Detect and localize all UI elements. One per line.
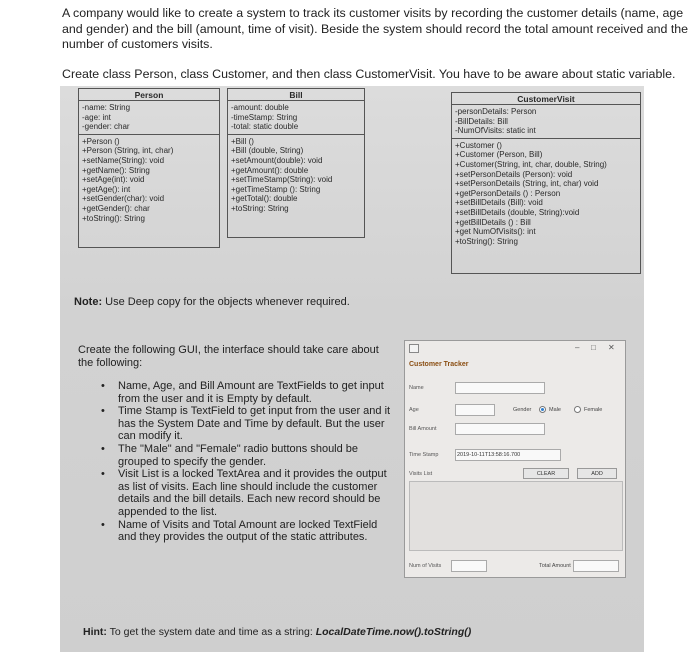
uml-method: +setAmount(double): void xyxy=(231,155,323,165)
uml-method: +getName(): String xyxy=(82,165,150,175)
window-app-title: Customer Tracker xyxy=(409,361,469,368)
gui-task-intro: Create the following GUI, the interface should take care about the following: xyxy=(78,344,379,370)
gui-task-bullets xyxy=(98,380,394,544)
time-stamp-label: Time Stamp xyxy=(409,452,439,458)
visits-list-textarea[interactable] xyxy=(409,481,623,551)
uml-method: +Bill (double, String) xyxy=(231,146,304,156)
total-amount-label: Total Amount xyxy=(539,563,571,569)
hint-code: LocalDateTime.now().toString() xyxy=(315,626,472,638)
uml-method: +Customer(String, int, char, double, String) xyxy=(455,159,607,169)
uml-customer-visit-methods xyxy=(452,139,640,249)
hint-text: To get the system date and time as a string: xyxy=(109,626,313,638)
total-amount-field xyxy=(573,560,619,572)
hint-label: Hint: xyxy=(83,626,107,638)
uml-method: +setName(String): void xyxy=(82,155,165,165)
uml-person xyxy=(78,88,220,248)
uml-method: +getTimeStamp (): String xyxy=(231,184,321,194)
uml-method: +toString(): String xyxy=(82,213,145,223)
name-label: Name xyxy=(409,385,424,391)
app-icon xyxy=(409,344,419,353)
female-label: Female xyxy=(584,407,603,413)
visits-list-label: Visits List xyxy=(409,471,433,477)
name-field[interactable] xyxy=(455,382,545,394)
uml-method: +Bill () xyxy=(231,136,254,146)
num-visits-field xyxy=(451,560,487,572)
bullet-item: • Time Stamp is TextField to get input from the user and it has the System Date and Time by default. But the user can modify it. xyxy=(98,405,394,443)
uml-bill-methods xyxy=(228,135,364,216)
uml-method: +getBillDetails () : Bill xyxy=(455,217,531,227)
uml-method: +getGender(): char xyxy=(82,203,150,213)
uml-field: -total: static double xyxy=(231,122,299,132)
close-icon[interactable]: ✕ xyxy=(608,343,615,352)
age-field[interactable] xyxy=(455,404,495,416)
uml-customer-visit-fields xyxy=(452,105,640,139)
clear-button[interactable]: CLEAR xyxy=(523,468,569,479)
uml-method: +getAge(): int xyxy=(82,184,131,194)
gender-label: Gender xyxy=(513,407,532,413)
num-visits-label: Num of Visits xyxy=(409,563,442,569)
uml-field: -NumOfVisits: static int xyxy=(455,126,536,136)
female-radio[interactable] xyxy=(574,406,581,413)
uml-person-title: Person xyxy=(79,89,219,101)
age-label: Age xyxy=(409,407,419,413)
uml-person-fields xyxy=(79,101,219,135)
uml-method: +setBillDetails (double, String):void xyxy=(455,207,580,217)
uml-method: +setPersonDetails (String, int, char) void xyxy=(455,179,599,189)
uml-method: +setGender(char): void xyxy=(82,194,165,204)
uml-method: +setPersonDetails (Person): void xyxy=(455,169,573,179)
uml-bill-fields xyxy=(228,101,364,135)
add-button[interactable]: ADD xyxy=(577,468,617,479)
uml-method: +setTimeStamp(String): void xyxy=(231,175,333,185)
uml-method: +get NumOfVisits(): int xyxy=(455,227,536,237)
uml-field: -timeStamp: String xyxy=(231,112,298,122)
uml-person-methods xyxy=(79,135,219,225)
maximize-icon[interactable]: □ xyxy=(591,343,596,352)
uml-customer-visit-title: CustomerVisit xyxy=(452,93,640,105)
uml-method: +toString(): String xyxy=(455,236,518,246)
bullet-item: • Visit List is a locked TextArea and it provides the output as list of visits. Each line should include the customer details and the bill details. Each new record should be appended to the list. xyxy=(98,468,394,518)
bullet-item: • Name, Age, and Bill Amount are TextFields to get input from the user and it is Empty by default. xyxy=(98,380,394,405)
uml-customer-visit xyxy=(451,92,641,274)
bullet-item: • Name of Visits and Total Amount are locked TextField and they provides the output of the static attributes. xyxy=(98,519,394,544)
create-classes-line: Create class Person, class Customer, and then class CustomerVisit. You have to be aware about static variable. xyxy=(62,67,676,81)
hint xyxy=(83,626,471,638)
note-label: Note: xyxy=(74,296,103,308)
uml-method: +Customer () xyxy=(455,140,502,150)
window-title-bar xyxy=(405,341,625,357)
note-text: Use Deep copy for the objects whenever required. xyxy=(105,296,350,308)
time-stamp-value: 2019-10-11T13:58:16.700 xyxy=(457,452,521,458)
uml-method: +getTotal(): double xyxy=(231,194,298,204)
uml-field: -gender: char xyxy=(82,122,130,132)
uml-bill xyxy=(227,88,365,238)
customer-tracker-window xyxy=(404,340,626,578)
uml-field: -amount: double xyxy=(231,103,289,112)
note xyxy=(74,296,350,308)
uml-field: -name: String xyxy=(82,103,131,112)
uml-method: +Customer (Person, Bill) xyxy=(455,150,543,160)
bullet-item: • The "Male" and "Female" radio buttons should be grouped to specify the gender. xyxy=(98,443,394,468)
uml-method: +setBillDetails (Bill): void xyxy=(455,198,543,208)
male-radio[interactable] xyxy=(539,406,546,413)
uml-field: -age: int xyxy=(82,112,111,122)
uml-method: +Person () xyxy=(82,136,120,146)
bill-amount-field[interactable] xyxy=(455,423,545,435)
uml-method: +toString: String xyxy=(231,203,289,213)
uml-field: -BillDetails: Bill xyxy=(455,116,508,126)
uml-method: +setAge(int): void xyxy=(82,175,145,185)
uml-bill-title: Bill xyxy=(228,89,364,101)
question-intro: A company would like to create a system to track its customer visits by recording the customer details (name, age and gender) and the bill (amount, time of visit). Beside the system should record the total amount received and the number of customers visits. xyxy=(62,6,689,51)
uml-field: -personDetails: Person xyxy=(455,107,537,116)
uml-method: +getPersonDetails () : Person xyxy=(455,188,561,198)
bill-amount-label: Bill Amount xyxy=(409,426,437,432)
minimize-icon[interactable]: – xyxy=(575,343,580,352)
uml-method: +getAmount(): double xyxy=(231,165,309,175)
uml-method: +Person (String, int, char) xyxy=(82,146,174,156)
male-label: Male xyxy=(549,407,561,413)
